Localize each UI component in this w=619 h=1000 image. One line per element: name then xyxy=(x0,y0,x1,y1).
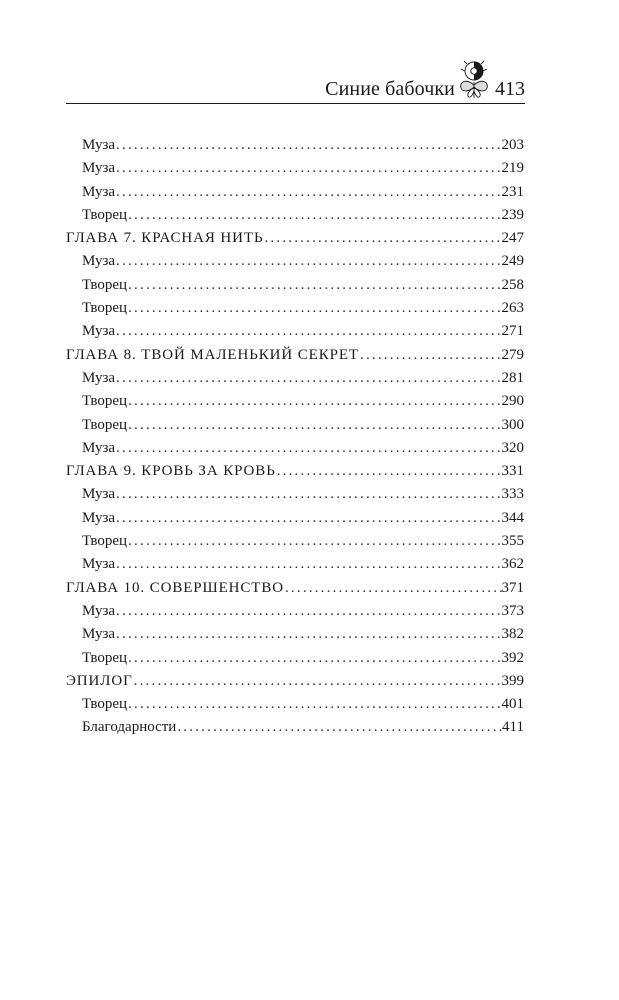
toc-entry-label: Благодарности xyxy=(82,719,177,736)
toc-entry-page-number: 231 xyxy=(501,183,524,200)
toc-section-entry xyxy=(66,553,524,576)
toc-entry-page-number: 320 xyxy=(501,439,524,456)
toc-entry-label: Муза xyxy=(82,183,116,200)
toc-entry-page-number: 219 xyxy=(501,160,524,177)
toc-section-entry xyxy=(66,437,524,460)
toc-entry-page-number: 355 xyxy=(501,533,524,550)
toc-entry-label: Муза xyxy=(82,160,116,177)
toc-chapter-entry xyxy=(66,344,524,367)
toc-entry-page-number: 281 xyxy=(501,369,524,386)
header-rule xyxy=(66,103,525,104)
toc-chapter-entry xyxy=(66,577,524,600)
toc-entry-page-number: 263 xyxy=(501,300,524,317)
toc-entry-label: ГЛАВА 9. КРОВЬ ЗА КРОВЬ xyxy=(66,463,276,480)
dot-leader xyxy=(359,344,502,367)
toc-section-entry xyxy=(66,507,524,530)
toc-entry-label: Муза xyxy=(82,626,116,643)
dot-leader xyxy=(115,483,501,506)
toc-entry-label: Муза xyxy=(82,486,116,503)
toc-entry-page-number: 362 xyxy=(501,556,524,573)
dot-leader xyxy=(284,577,502,600)
toc-section-entry xyxy=(66,181,524,204)
dot-leader xyxy=(127,647,501,670)
running-header xyxy=(66,58,525,104)
toc-entry-page-number: 399 xyxy=(501,672,524,689)
toc-entry-label: ГЛАВА 10. СОВЕРШЕНСТВО xyxy=(66,579,284,596)
toc-entry-label: Творец xyxy=(82,393,128,410)
toc-section-entry xyxy=(66,623,524,646)
toc-section-entry xyxy=(66,157,524,180)
toc-section-entry xyxy=(66,367,524,390)
toc-entry-label: Творец xyxy=(82,276,128,293)
toc-entry-label: Творец xyxy=(82,300,128,317)
dot-leader xyxy=(127,274,501,297)
toc-section-entry xyxy=(66,600,524,623)
dot-leader xyxy=(127,390,501,413)
dot-leader xyxy=(115,320,501,343)
dot-leader xyxy=(127,530,501,553)
toc-entry-page-number: 411 xyxy=(502,719,524,736)
toc-entry-label: Муза xyxy=(82,509,116,526)
toc-section-entry xyxy=(66,693,524,716)
dot-leader xyxy=(133,670,502,693)
dot-leader xyxy=(115,157,501,180)
dot-leader xyxy=(115,181,501,204)
toc-entry-label: ГЛАВА 8. ТВОЙ МАЛЕНЬКИЙ СЕКРЕТ xyxy=(66,346,359,363)
toc-entry-label: ГЛАВА 7. КРАСНАЯ НИТЬ xyxy=(66,230,264,247)
toc-chapter-entry xyxy=(66,670,524,693)
toc-entry-page-number: 279 xyxy=(501,346,524,363)
toc-entry-page-number: 401 xyxy=(501,696,524,713)
dot-leader xyxy=(115,250,501,273)
dot-leader xyxy=(127,204,501,227)
page-number: 413 xyxy=(495,78,525,100)
toc-chapter-entry xyxy=(66,460,524,483)
toc-entry-page-number: 382 xyxy=(501,626,524,643)
dot-leader xyxy=(115,437,501,460)
toc-section-entry xyxy=(66,297,524,320)
dot-leader xyxy=(127,414,501,437)
dot-leader xyxy=(176,716,502,739)
toc-entry-page-number: 331 xyxy=(501,463,524,480)
toc-entry-page-number: 271 xyxy=(501,323,524,340)
dot-leader xyxy=(115,507,501,530)
toc-section-entry xyxy=(66,483,524,506)
toc-entry-label: Творец xyxy=(82,533,128,550)
dot-leader xyxy=(115,367,501,390)
dot-leader xyxy=(263,227,501,250)
dot-leader xyxy=(115,600,501,623)
toc-section-entry xyxy=(66,320,524,343)
toc-entry-page-number: 203 xyxy=(501,137,524,153)
dot-leader xyxy=(276,460,502,483)
toc-section-entry xyxy=(66,414,524,437)
toc-entry-page-number: 247 xyxy=(501,230,524,247)
toc-section-entry xyxy=(66,134,524,157)
toc-section-entry xyxy=(66,204,524,227)
toc-entry-label: Муза xyxy=(82,369,116,386)
toc-entry-page-number: 258 xyxy=(501,276,524,293)
dot-leader xyxy=(127,297,501,320)
toc-section-entry xyxy=(66,250,524,273)
toc-entry-label: Муза xyxy=(82,253,116,270)
toc-entry-label: ЭПИЛОГ xyxy=(66,672,133,689)
toc-entry-label: Муза xyxy=(82,137,116,153)
toc-entry-page-number: 333 xyxy=(501,486,524,503)
toc-entry-label: Муза xyxy=(82,439,116,456)
running-title: Синие бабочки xyxy=(325,78,455,100)
dot-leader xyxy=(115,553,501,576)
toc-section-entry xyxy=(66,390,524,413)
toc-entry-label: Муза xyxy=(82,556,116,573)
toc-chapter-entry xyxy=(66,227,524,250)
toc-entry-page-number: 239 xyxy=(501,206,524,223)
toc-section-entry xyxy=(66,716,524,739)
dot-leader xyxy=(127,693,501,716)
toc-entry-label: Муза xyxy=(82,602,116,619)
toc-entry-page-number: 249 xyxy=(501,253,524,270)
toc-section-entry xyxy=(66,530,524,553)
toc-entry-page-number: 344 xyxy=(501,509,524,526)
toc-entry-page-number: 373 xyxy=(501,602,524,619)
dot-leader xyxy=(115,623,501,646)
toc-entry-page-number: 300 xyxy=(501,416,524,433)
dot-leader xyxy=(115,134,501,157)
butterfly-emblem-icon xyxy=(457,58,491,100)
table-of-contents xyxy=(66,134,524,740)
toc-entry-label: Творец xyxy=(82,696,128,713)
toc-entry-label: Муза xyxy=(82,323,116,340)
toc-entry-page-number: 290 xyxy=(501,393,524,410)
toc-entry-label: Творец xyxy=(82,649,128,666)
toc-entry-page-number: 371 xyxy=(501,579,524,596)
toc-section-entry xyxy=(66,274,524,297)
toc-entry-label: Творец xyxy=(82,206,128,223)
toc-section-entry xyxy=(66,647,524,670)
toc-entry-page-number: 392 xyxy=(501,649,524,666)
toc-entry-label: Творец xyxy=(82,416,128,433)
